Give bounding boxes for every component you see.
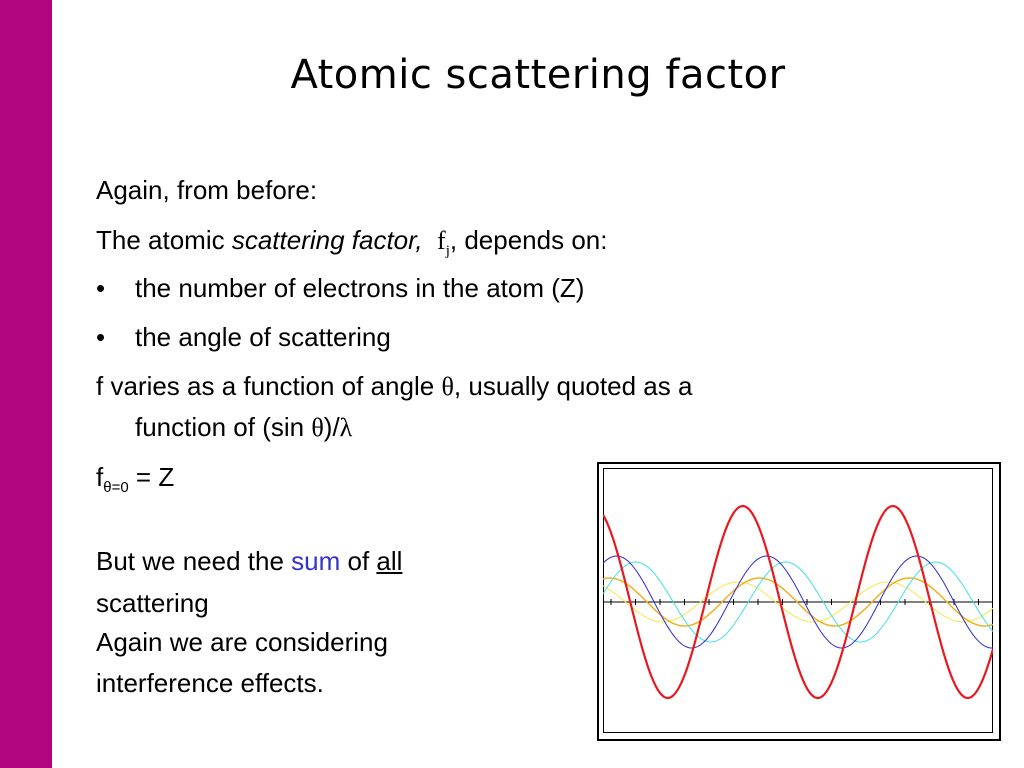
symbol-f: f [96,462,104,492]
symbol-theta: θ [311,413,324,442]
text-function-prefix: function of (sin [135,412,312,442]
text-sum: sum [291,546,341,576]
text-f-varies [96,371,692,402]
bullet-item-angle: the angle of scattering [135,322,391,352]
text-need-sum [96,546,402,576]
text-scattering-factor-line [96,225,607,266]
text-again-from-before: Again, from before: [96,175,318,205]
text-need-prefix: But we need the [96,546,292,576]
text-prefix: The atomic [96,225,232,255]
text-f-theta-zero [96,462,174,503]
text-interference-effects: interference effects. [96,668,324,698]
text-depends-on: , depends on: [449,225,608,255]
text-function-of-sin [135,412,352,443]
symbol-f: f [437,226,446,255]
text-all: all [376,546,403,576]
wave-plot-svg [603,468,993,733]
text-italic-scattering-factor: scattering factor, [231,225,423,255]
text-function-mid: )/ [323,412,340,442]
accent-bar [0,0,52,768]
bullet-marker: • [96,273,106,303]
text-equals-z: = Z [128,462,175,492]
subscript-j: j [445,243,450,259]
slide-title: Atomic scattering factor [290,52,786,98]
bullet-item-electrons: the number of electrons in the atom (Z) [135,273,585,303]
text-f-varies-prefix: f varies as a function of angle [96,371,442,401]
subscript-theta-zero: θ=0 [103,479,129,496]
text-again-considering: Again we are considering [96,627,388,657]
text-of: of [340,546,377,576]
text-scattering: scattering [96,588,209,618]
wave-plot-figure [597,462,1001,741]
symbol-theta: θ [441,372,454,401]
symbol-lambda: λ [339,413,353,442]
bullet-marker: • [96,322,106,352]
text-f-varies-suffix: , usually quoted as a [453,371,693,401]
